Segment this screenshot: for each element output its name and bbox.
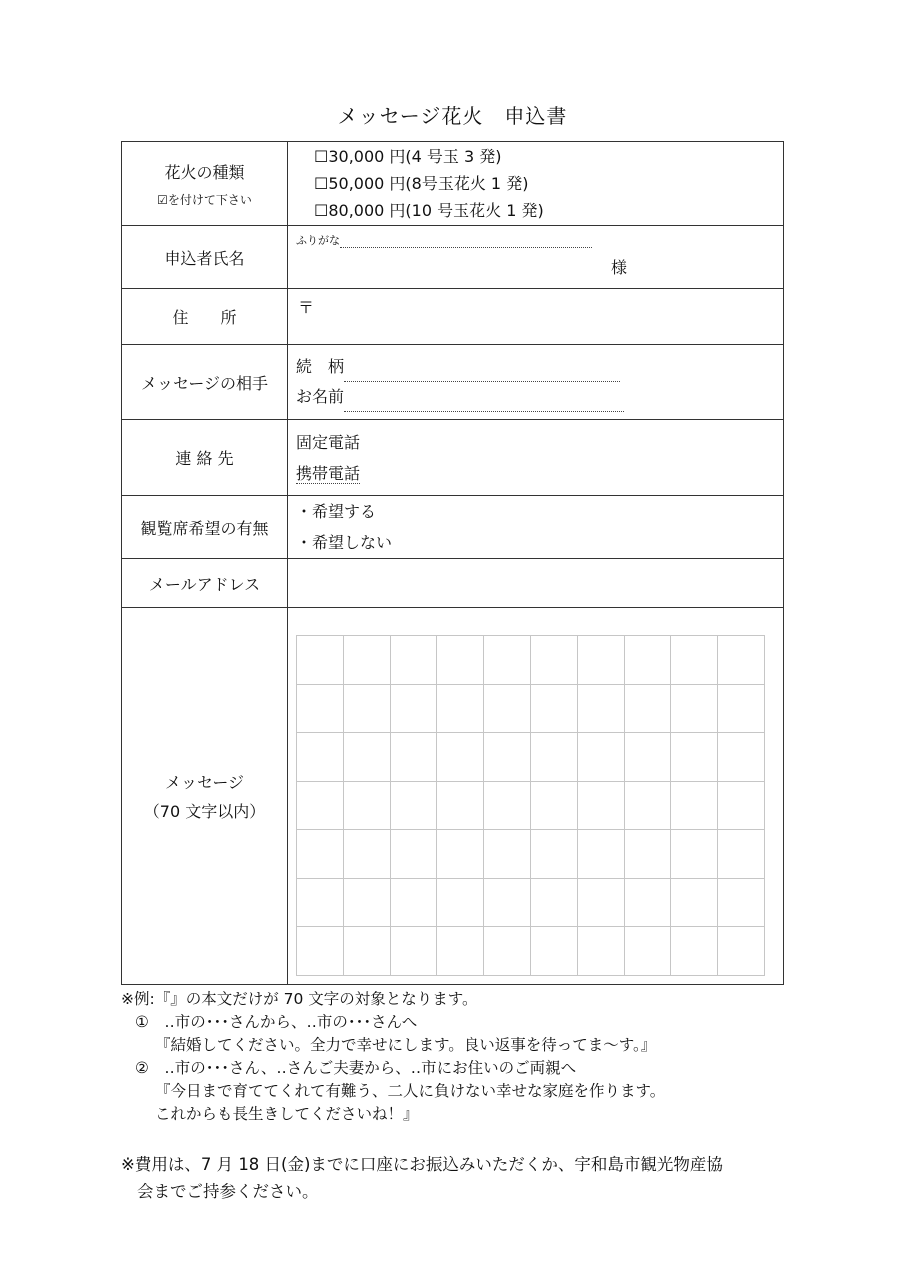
- label-cell: [122, 142, 288, 226]
- message-grid-cell[interactable]: [625, 927, 672, 976]
- message-grid-cell[interactable]: [344, 636, 391, 685]
- message-grid-cell[interactable]: [718, 830, 765, 879]
- message-grid-cell[interactable]: [391, 782, 438, 831]
- message-grid-cell[interactable]: [671, 733, 718, 782]
- message-grid-cell[interactable]: [531, 879, 578, 928]
- message-grid-cell[interactable]: [625, 636, 672, 685]
- row-email: [122, 559, 784, 608]
- message-grid-cell[interactable]: [437, 830, 484, 879]
- label-seat-preference: 観覧席希望の有無: [140, 518, 269, 538]
- row-recipient: [122, 345, 784, 420]
- mobile-field[interactable]: [288, 458, 783, 489]
- furigana-field[interactable]: [296, 232, 592, 248]
- label-cell: [122, 226, 288, 289]
- message-grid-cell[interactable]: [437, 927, 484, 976]
- message-grid-cell[interactable]: [297, 927, 344, 976]
- message-grid-cell[interactable]: [531, 927, 578, 976]
- label-cell: [122, 420, 288, 496]
- row-firework-type: [122, 142, 784, 226]
- label-message-limit: （70 文字以内）: [143, 802, 266, 821]
- message-grid-cell[interactable]: [578, 879, 625, 928]
- recipient-name-label: お名前: [296, 387, 345, 406]
- message-grid-cell[interactable]: [671, 782, 718, 831]
- message-grid-cell[interactable]: [297, 685, 344, 734]
- example-2-line-3: これからも長生きしてくださいね！』: [155, 1105, 419, 1123]
- seat-no-option[interactable]: ・希望しない: [296, 533, 393, 552]
- message-grid-cell[interactable]: [484, 685, 531, 734]
- example-title: ※例:『』の本文だけが 70 文字の対象となります。: [121, 990, 478, 1008]
- message-grid-cell[interactable]: [344, 733, 391, 782]
- message-grid-cell[interactable]: [344, 782, 391, 831]
- message-grid-cell[interactable]: [578, 927, 625, 976]
- example-1-line-2: 『結婚してください。全力で幸せにします。良い返事を待ってま～す。』: [155, 1036, 657, 1054]
- message-grid-cell[interactable]: [297, 879, 344, 928]
- label-recipient: メッセージの相手: [140, 373, 269, 393]
- message-grid-cell[interactable]: [391, 879, 438, 928]
- label-address: 住 所: [172, 308, 237, 327]
- message-grid-cell[interactable]: [531, 782, 578, 831]
- fee-line-2: 会までご持参ください。: [137, 1182, 319, 1201]
- message-grid-cell[interactable]: [484, 879, 531, 928]
- row-message: [122, 608, 784, 985]
- message-grid-cell[interactable]: [391, 685, 438, 734]
- label-firework-type: 花火の種類: [164, 162, 245, 182]
- message-grid-cell[interactable]: [625, 830, 672, 879]
- label-cell: [122, 608, 288, 985]
- message-grid-cell[interactable]: [344, 879, 391, 928]
- example-notes: [121, 988, 665, 1126]
- message-grid-cell[interactable]: [344, 830, 391, 879]
- message-grid-cell[interactable]: [297, 733, 344, 782]
- label-cell: [122, 496, 288, 559]
- message-grid-cell[interactable]: [718, 879, 765, 928]
- honorific-suffix: 様: [611, 258, 628, 277]
- message-grid-cell[interactable]: [484, 927, 531, 976]
- applicant-name-field[interactable]: [288, 226, 784, 289]
- example-2-line-2: 『今日まで育ててくれて有難う、二人に負けない幸せな家庭を作ります。: [155, 1082, 666, 1100]
- option-80000-checkbox[interactable]: ☐80,000 円(10 号玉花火 1 発): [314, 201, 544, 220]
- message-grid-cell[interactable]: [391, 733, 438, 782]
- label-contact: 連 絡 先: [175, 449, 234, 468]
- fee-line-1: ※費用は、7 月 18 日(金)までに口座にお振込みいただくか、宇和島市観光物産協: [121, 1155, 723, 1174]
- message-grid-cell[interactable]: [531, 830, 578, 879]
- message-grid-cell[interactable]: [671, 636, 718, 685]
- message-grid-cell[interactable]: [718, 685, 765, 734]
- message-grid-cell[interactable]: [437, 685, 484, 734]
- message-grid-cell[interactable]: [531, 733, 578, 782]
- address-field[interactable]: [288, 289, 784, 345]
- label-cell: [122, 345, 288, 420]
- message-grid-cell[interactable]: [625, 782, 672, 831]
- message-grid-cell[interactable]: [437, 733, 484, 782]
- label-email: メールアドレス: [148, 574, 261, 594]
- seat-yes-option[interactable]: ・希望する: [296, 502, 377, 521]
- message-grid-cell[interactable]: [578, 636, 625, 685]
- mobile-label: 携帯電話: [296, 463, 361, 483]
- message-grid-cell[interactable]: [484, 733, 531, 782]
- label-cell: [122, 289, 288, 345]
- row-applicant-name: [122, 226, 784, 289]
- message-grid-cell[interactable]: [297, 636, 344, 685]
- value-cell: [288, 496, 784, 559]
- email-field[interactable]: [288, 559, 784, 608]
- form-title: メッセージ花火 申込書: [337, 104, 568, 128]
- message-grid-cell[interactable]: [437, 782, 484, 831]
- label-cell: [122, 559, 288, 608]
- example-1-line-1: ① ‥市の･･･さんから、‥市の･･･さんへ: [135, 1013, 418, 1031]
- message-grid-cell[interactable]: [437, 636, 484, 685]
- value-cell: [288, 142, 784, 226]
- message-grid-cell[interactable]: [437, 879, 484, 928]
- message-grid-cell[interactable]: [625, 685, 672, 734]
- message-grid-cell[interactable]: [718, 636, 765, 685]
- message-grid-cell[interactable]: [484, 636, 531, 685]
- message-grid-cell[interactable]: [671, 830, 718, 879]
- message-grid-cell[interactable]: [578, 830, 625, 879]
- application-form-table: [121, 141, 784, 985]
- message-grid-cell[interactable]: [718, 927, 765, 976]
- option-30000-checkbox[interactable]: ☐30,000 円(4 号玉 3 発): [314, 147, 502, 166]
- relation-field[interactable]: [288, 352, 783, 382]
- value-cell: [288, 345, 784, 420]
- message-grid-cell[interactable]: [391, 927, 438, 976]
- recipient-name-field[interactable]: [288, 382, 783, 412]
- message-grid-cell[interactable]: [391, 636, 438, 685]
- message-grid-cell[interactable]: [484, 830, 531, 879]
- message-grid-cell[interactable]: [671, 879, 718, 928]
- message-grid-cell[interactable]: [718, 782, 765, 831]
- postal-mark: 〒: [298, 298, 315, 317]
- fee-note: [121, 1151, 723, 1205]
- message-grid-cell[interactable]: [484, 782, 531, 831]
- message-grid-cell[interactable]: [718, 733, 765, 782]
- label-message: メッセージ: [164, 773, 245, 792]
- message-grid-cell[interactable]: [625, 733, 672, 782]
- message-grid-cell[interactable]: [344, 927, 391, 976]
- message-grid-cell[interactable]: [344, 685, 391, 734]
- value-cell: [288, 420, 784, 496]
- message-grid-cell[interactable]: [297, 782, 344, 831]
- furigana-label: ふりがな: [296, 234, 340, 247]
- message-grid-cell[interactable]: [578, 685, 625, 734]
- message-grid-cell[interactable]: [671, 685, 718, 734]
- message-grid-cell[interactable]: [297, 830, 344, 879]
- message-grid-cell[interactable]: [625, 879, 672, 928]
- label-applicant-name: 申込者氏名: [164, 248, 245, 268]
- landline-field[interactable]: [288, 427, 783, 458]
- message-grid-cell[interactable]: [531, 636, 578, 685]
- message-grid-cell[interactable]: [391, 830, 438, 879]
- message-grid-cell[interactable]: [578, 782, 625, 831]
- row-contact: [122, 420, 784, 496]
- message-grid[interactable]: [296, 635, 765, 976]
- message-grid-cell[interactable]: [671, 927, 718, 976]
- message-cell: [288, 608, 784, 985]
- row-seat-preference: [122, 496, 784, 559]
- message-grid-cell[interactable]: [531, 685, 578, 734]
- landline-label: 固定電話: [296, 432, 361, 452]
- label-check-instruction: ☑を付けて下さい: [157, 192, 252, 207]
- message-grid-cell[interactable]: [578, 733, 625, 782]
- row-address: [122, 289, 784, 345]
- relation-label: 続 柄: [296, 357, 345, 376]
- example-2-line-1: ② ‥市の･･･さん、‥さんご夫妻から、‥市にお住いのご両親へ: [135, 1059, 577, 1077]
- option-50000-checkbox[interactable]: ☐50,000 円(8号玉花火 1 発): [314, 174, 529, 193]
